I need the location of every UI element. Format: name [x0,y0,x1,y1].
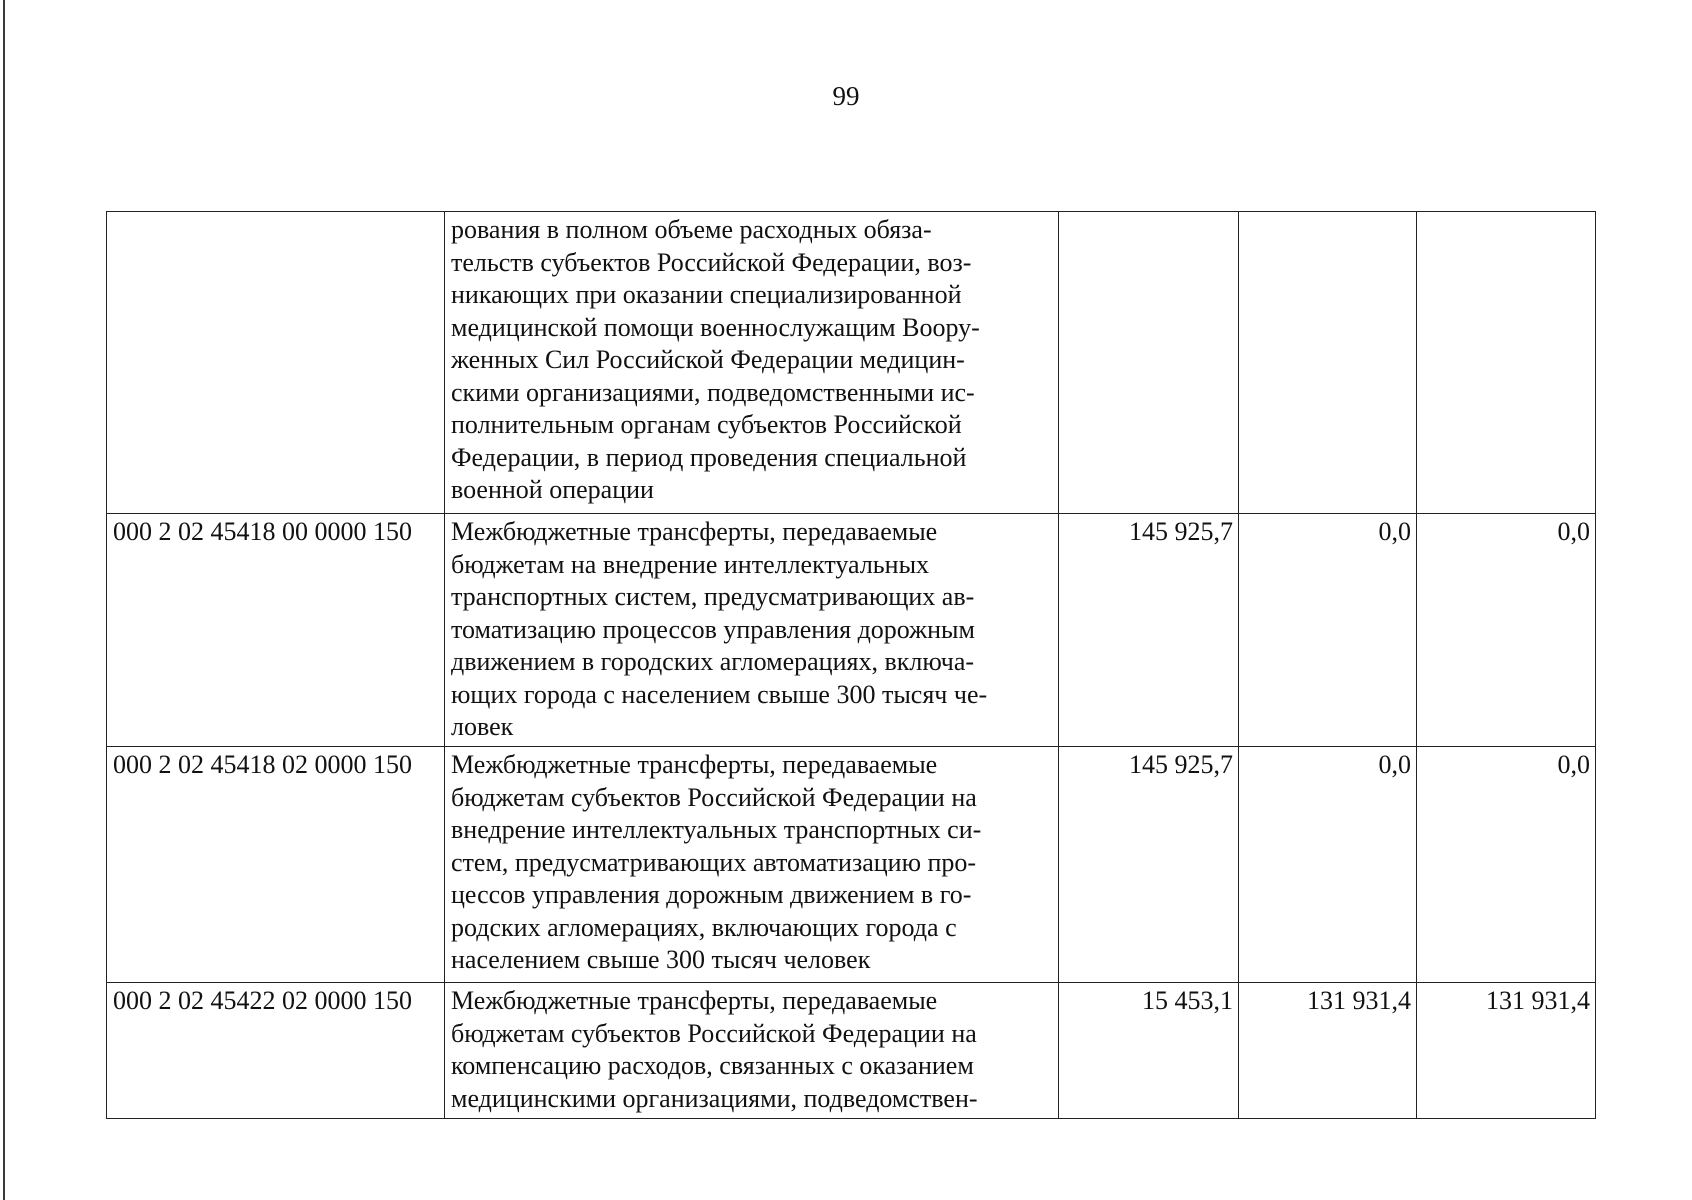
budget-table [106,211,1596,1119]
description-line: тельств субъектов Российской Федерации, воз- [451,247,972,277]
description-line: компенсацию расходов, связанных с оказанием [451,1051,974,1080]
value-cell-3: 0,0 [1417,747,1596,983]
value-cell-1: 15 453,1 [1059,983,1239,1119]
description-line: транспортных систем, предусматривающих ав- [451,582,975,611]
description-line: Федерации, в период проведения специальной [451,442,967,472]
budget-code-cell [107,212,445,514]
budget-code-cell: 000 2 02 45418 02 0000 150 [107,747,445,983]
description-line: медицинскими организациями, подведомствен- [451,1083,978,1113]
value-cell-1 [1059,212,1239,514]
value-cell-2: 0,0 [1239,514,1417,747]
description-line: полнительным органам субъектов Российской [451,410,962,439]
description-line: бюджетам субъектов Российской Федерации на [451,1018,977,1048]
scan-left-edge [3,0,5,1200]
value-cell-2: 131 931,4 [1239,983,1417,1119]
description-line: военной операции [451,475,654,504]
value-cell-1: 145 925,7 [1059,747,1239,983]
description-line: Межбюджетные трансферты, передаваемые [451,517,938,546]
description-line: ющих города с населением свыше 300 тысяч че- [451,679,988,709]
description-line: томатизацию процессов управления дорожным [451,614,975,644]
description-line: никающих при оказании специализированной [451,280,962,309]
description-line: бюджетам субъектов Российской Федерации на [451,782,977,812]
description-line: рования в полном объеме расходных обяза- [451,215,932,244]
budget-code-cell: 000 2 02 45422 02 0000 150 [107,983,445,1119]
description-line: женных Сил Российской Федерации медицин- [451,345,965,374]
table-row [107,514,1596,747]
budget-code-cell: 000 2 02 45418 00 0000 150 [107,514,445,747]
table-row [107,983,1596,1119]
description-line: ловек [451,712,514,741]
description-line: Межбюджетные трансферты, передаваемые [451,750,938,779]
value-cell-3: 0,0 [1417,514,1596,747]
description-line: внедрение интеллектуальных транспортных си- [451,815,982,844]
value-cell-2: 0,0 [1239,747,1417,983]
value-cell-1: 145 925,7 [1059,514,1239,747]
description-line: родских агломерациях, включающих города с [451,912,957,942]
value-cell-3: 131 931,4 [1417,983,1596,1119]
page-number: 99 [832,81,860,111]
description-line: движением в городских агломерациях, включа- [451,647,975,676]
description-line: бюджетам на внедрение интеллектуальных [451,549,930,579]
description-line: Межбюджетные трансферты, передаваемые [451,986,938,1015]
description-line: стем, предусматривающих автоматизацию про- [451,847,977,877]
value-cell-2 [1239,212,1417,514]
value-cell-3 [1417,212,1596,514]
description-line: скими организациями, подведомственными ис- [451,377,975,407]
description-cell [445,212,1059,514]
description-cell [445,747,1059,983]
description-line: медицинской помощи военнослужащим Воору- [451,312,980,342]
table-row [107,212,1596,514]
description-line: цессов управления дорожным движением в го- [451,880,972,909]
description-cell [445,514,1059,747]
description-cell [445,983,1059,1119]
table-row [107,747,1596,983]
description-line: населением свыше 300 тысяч человек [451,945,871,974]
